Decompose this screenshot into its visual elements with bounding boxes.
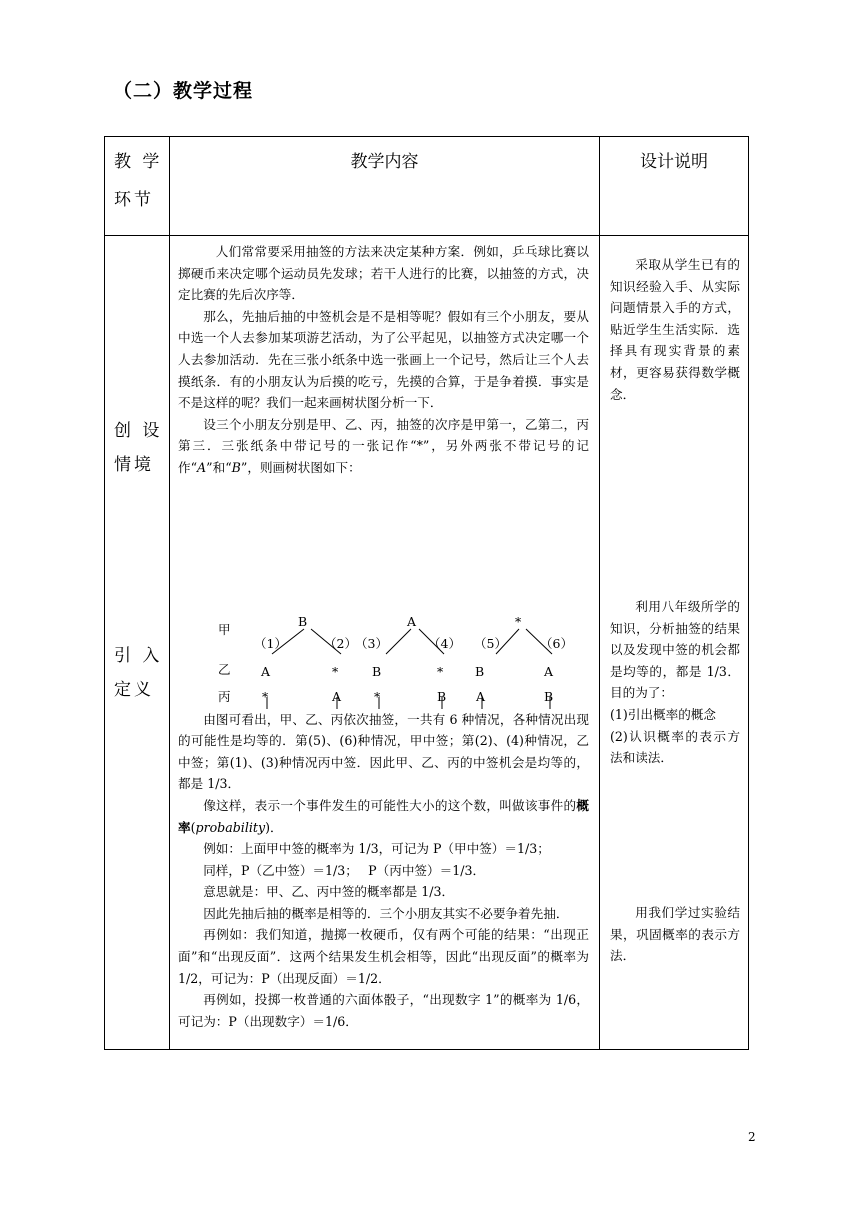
stage-label: 创 设	[114, 421, 163, 441]
note-text: 利用八年级所学的知识，分析抽签的结果以及发现中签的机会都是均等的，都是 1/3．目的为了：	[610, 599, 740, 701]
paragraph	[178, 414, 589, 479]
term-english: probability	[195, 819, 266, 835]
header-stage	[105, 137, 170, 236]
tree-case-label: （4）	[428, 635, 461, 651]
text: (	[190, 819, 196, 835]
paragraph	[178, 795, 589, 838]
stage-create-situation	[105, 414, 170, 482]
header-stage-line2: 环节	[114, 190, 154, 210]
tree-row-label-jia: 甲	[218, 621, 231, 637]
stage-cell	[105, 236, 170, 1050]
tree-node-top: *	[515, 613, 522, 629]
text: A	[197, 459, 207, 475]
tree-node-bottom: A	[332, 688, 342, 704]
tree-case-label: （5）	[474, 635, 507, 651]
tree-node-top: B	[298, 613, 308, 629]
tree-node-mid: *	[437, 663, 444, 679]
table-body-row	[105, 236, 749, 1050]
text: ”和“	[206, 459, 232, 475]
tree-node-bottom: B	[437, 688, 447, 704]
tree-node-mid: B	[475, 663, 485, 679]
tree-branches	[174, 479, 604, 709]
note-situation: 采取从学生已有的知识经验入手、从实际问题情景入手的方式，贴近学生生活实际．选择具有现实背景的素材，更容易获得数学概念．	[610, 257, 740, 402]
notes-cell	[600, 236, 749, 1050]
tree-node-bottom: B	[544, 688, 554, 704]
paragraph: 再例如：我们知道，抛掷一枚硬币，仅有两个可能的结果：“出现正面”和“出现反面”．这两个结果发生机会相等，因此“出现反面”的概率为 1/2，可记为：P（出现反面）＝1/2．	[178, 927, 589, 986]
note-text: (2)认识概率的表示方法和读法．	[610, 728, 740, 766]
paragraph: 人们常常要采用抽签的方法来决定某种方案．例如，乒乓球比赛以掷硬币来决定哪个运动员先发球；若干人进行的比赛，以抽签的方式，决定比赛的先后次序等．	[178, 244, 589, 303]
tree-node-top: A	[407, 613, 417, 629]
tree-node-mid: *	[332, 663, 339, 679]
text: B	[231, 459, 241, 475]
text: 设三个小朋友分别是甲、乙、丙，抽签的次序是甲第一，乙第二，丙第三．三张纸条中带记号的一张记作“*”，另外两张不带记号的记作“	[178, 416, 589, 475]
note-consolidate: 用我们学过实验结果，巩固概率的表示方法．	[610, 905, 740, 964]
text: ”，则画树状图如下：	[240, 459, 361, 475]
content-cell	[170, 236, 600, 1050]
tree-case-label: （1）	[254, 635, 287, 651]
section-heading: （二）教学过程	[113, 80, 254, 102]
stage-label: 引 入	[114, 646, 163, 666]
stage-label: 定义	[114, 680, 154, 700]
tree-case-label: （6）	[540, 635, 573, 651]
note-text: (1)引出概率的概念	[610, 706, 716, 722]
header-notes: 设计说明	[600, 137, 749, 236]
tree-node-bottom: *	[262, 688, 269, 704]
paragraph: 因此先抽后抽的概率是相等的．三个小朋友其实不必要争着先抽．	[203, 905, 569, 921]
tree-node-mid: B	[372, 663, 382, 679]
header-stage-line1: 教 学	[114, 152, 163, 172]
paragraph: 再例如，投掷一枚普通的六面体骰子，“出现数字 1”的概率为 1/6，可记为：P（出现数字）＝1/6．	[178, 992, 589, 1029]
paragraph: 由图可看出，甲、乙、丙依次抽签，一共有 6 种情况，各种情况出现的可能性是均等的．第(5)、(6)种情况，甲中签；第(2)、(4)种情况，乙中签；第(1)、(3)种情况丙中签．因此甲、乙、丙的中签机会是均等的，都是 1/3．	[178, 711, 589, 792]
tree-case-label: （3）	[355, 635, 388, 651]
tree-node-mid: A	[544, 663, 554, 679]
tree-diagram	[174, 479, 593, 709]
tree-node-bottom: *	[374, 688, 381, 704]
tree-row-label-bing: 丙	[218, 688, 231, 704]
tree-case-label: （2）	[324, 635, 357, 651]
note-definition	[610, 596, 740, 769]
tree-node-mid: A	[261, 663, 271, 679]
stage-introduce-definition	[105, 639, 170, 707]
tree-node-bottom: A	[476, 688, 486, 704]
lesson-table	[104, 136, 749, 1050]
tree-row-label-yi: 乙	[218, 661, 231, 677]
header-content: 教学内容	[170, 137, 600, 236]
text: 像这样，表示一个事件发生的可能性大小的这个数，叫做该事件的	[203, 797, 577, 813]
paragraph: 意思就是：甲、乙、丙中签的概率都是 1/3．	[203, 884, 455, 900]
paragraph: 例如：上面甲中签的概率为 1/3，可记为 P（甲中签）＝1/3；	[203, 841, 550, 857]
table-header-row	[105, 137, 749, 236]
paragraph: 同样，P（乙中签）＝1/3； P（丙中签）＝1/3．	[203, 862, 486, 878]
paragraph: 那么，先抽后抽的中签机会是不是相等呢？假如有三个小朋友，要从中选一个人去参加某项游艺活动，为了公平起见，以抽签方式决定哪一个人去参加活动．先在三张小纸条中选一张画上一个记号，然后让三个人去摸纸条．有的小朋友认为后摸的吃亏，先摸的合算，于是争着摸．事实是不是这样的呢？我们一起来画树状图分析一下．	[178, 308, 589, 411]
text: )．	[265, 819, 283, 835]
term-probability: 概率	[178, 797, 589, 835]
page-number: 2	[748, 1130, 756, 1144]
stage-label: 情境	[114, 455, 154, 475]
